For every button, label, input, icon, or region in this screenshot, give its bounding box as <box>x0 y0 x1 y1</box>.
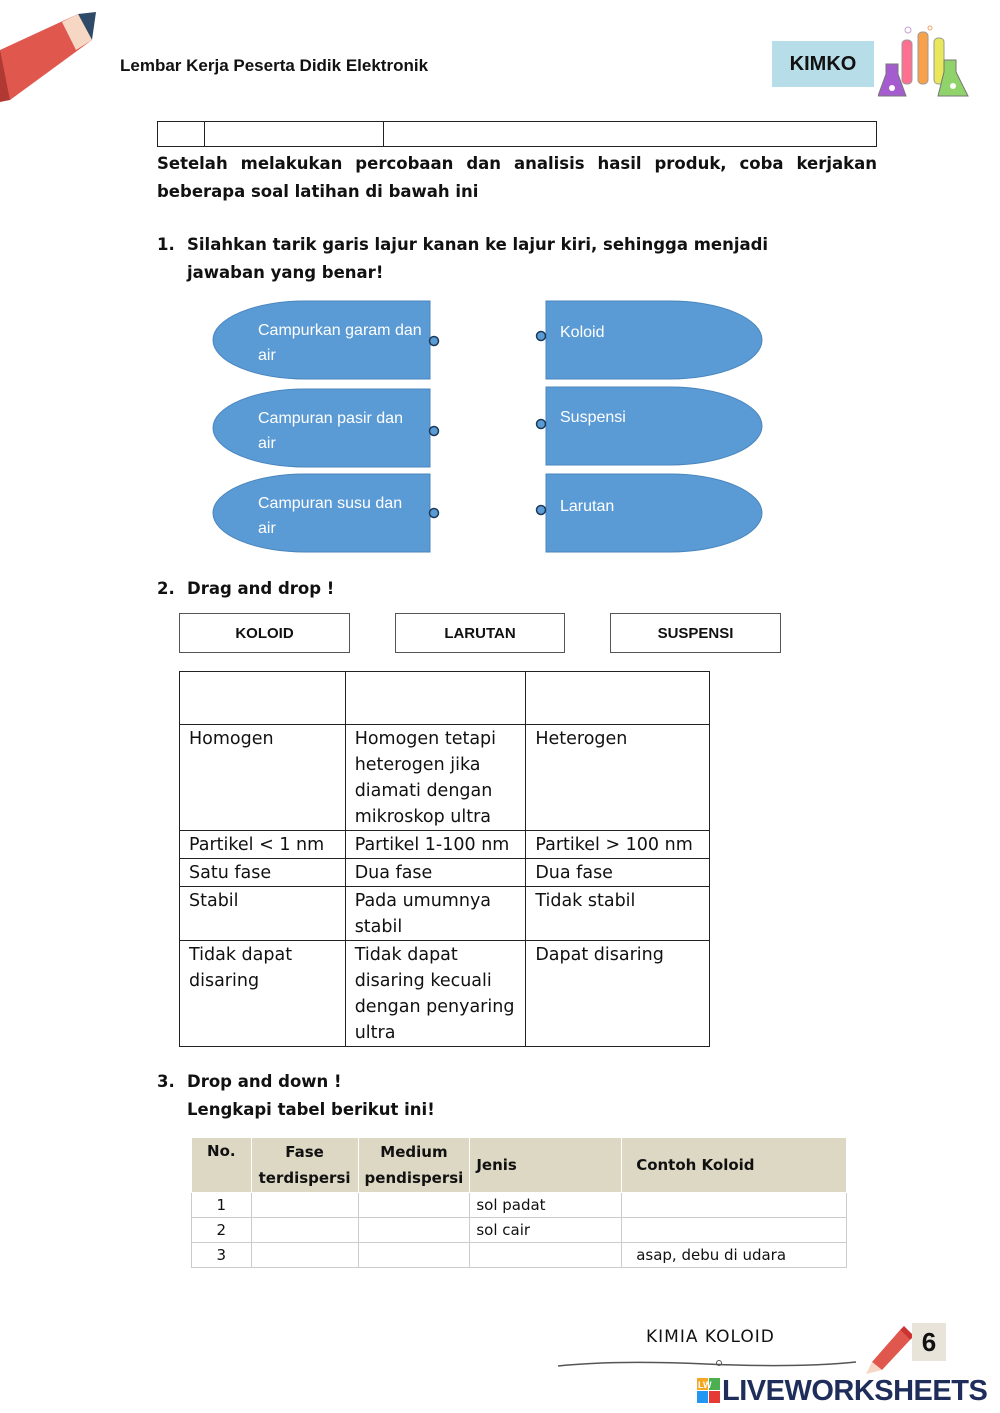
header-jenis: Jenis <box>470 1138 622 1193</box>
answer-field[interactable] <box>622 1193 847 1218</box>
intro-text: Setelah melakukan percobaan dan analisis hasil produk, coba kerjakan beberapa soal latihan di bawah ini <box>157 154 877 201</box>
q1-number: 1. <box>157 235 175 254</box>
header-medium: Medium pendispersi <box>358 1138 470 1193</box>
row-number: 1 <box>192 1193 252 1218</box>
left-connector-dot-1 <box>430 337 439 346</box>
jenis-cell: sol cair <box>470 1218 622 1243</box>
liveworksheets-logo-icon <box>697 1378 721 1404</box>
footer-pencil-icon <box>862 1322 914 1374</box>
jenis-cell: sol padat <box>470 1193 622 1218</box>
right-connector-dot-2 <box>537 420 546 429</box>
right-connector-dot-1 <box>537 332 546 341</box>
drag-option-larutan[interactable]: LARUTAN <box>395 613 565 653</box>
header-no: No. <box>192 1138 252 1193</box>
match-right-item-1[interactable]: Koloid <box>560 324 605 341</box>
table-cell: Satu fase <box>180 859 346 887</box>
table-cell: Partikel > 100 nm <box>526 831 710 859</box>
table-cell: Homogen <box>180 725 346 831</box>
table-cell: Homogen tetapi heterogen jika diamati dengan mikroskop ultra <box>345 725 526 831</box>
q2-instruction: Drag and drop ! <box>187 579 335 598</box>
answer-field[interactable] <box>622 1218 847 1243</box>
document-header-title: Lembar Kerja Peserta Didik Elektronik <box>120 56 429 75</box>
page-number: 6 <box>912 1323 946 1361</box>
pencil-icon <box>0 0 110 110</box>
flask-icon <box>878 24 970 104</box>
table-cell: Partikel < 1 nm <box>180 831 346 859</box>
answer-field[interactable] <box>358 1243 470 1268</box>
header-contoh: Contoh Koloid <box>622 1138 847 1193</box>
answer-field[interactable] <box>358 1193 470 1218</box>
q2-number: 2. <box>157 579 175 598</box>
row-number: 3 <box>192 1243 252 1268</box>
table-cell: Dua fase <box>345 859 526 887</box>
kimko-badge: KIMKO <box>772 41 874 87</box>
right-connector-dot-3 <box>537 506 546 515</box>
row-number: 2 <box>192 1218 252 1243</box>
q3-instruction: Drop and down ! <box>187 1072 342 1091</box>
table-cell: Pada umumnya stabil <box>345 887 526 941</box>
q3-number: 3. <box>157 1072 175 1091</box>
table-cell: Heterogen <box>526 725 710 831</box>
table-cell: Tidak dapat disaring kecuali dengan penyaring ultra <box>345 941 526 1047</box>
table-cell: Stabil <box>180 887 346 941</box>
logo-mark-text: LW <box>698 1380 712 1390</box>
table-cell: Dapat disaring <box>526 941 710 1047</box>
match-left-item-1[interactable]: Campurkan garam dan air <box>258 322 422 364</box>
left-connector-dot-3 <box>430 509 439 518</box>
footer-underline <box>556 1350 886 1372</box>
example-cell: asap, debu di udara <box>622 1243 847 1268</box>
match-left-item-2[interactable]: Campuran pasir dan air <box>258 410 403 452</box>
q3-subinstruction: Lengkapi tabel berikut ini! <box>187 1100 435 1119</box>
answer-field[interactable] <box>251 1218 358 1243</box>
table-cell: Tidak dapat disaring <box>180 941 346 1047</box>
answer-field[interactable] <box>358 1218 470 1243</box>
match-left-item-3[interactable]: Campuran susu dan air <box>258 495 403 537</box>
match-right-item-2[interactable]: Suspensi <box>560 409 626 426</box>
liveworksheets-brand: LIVEWORKSHEETS <box>722 1375 988 1407</box>
table-cell: Partikel 1-100 nm <box>345 831 526 859</box>
comparison-table <box>179 671 710 1047</box>
answer-field[interactable] <box>251 1243 358 1268</box>
drop-zone-3[interactable] <box>526 672 710 725</box>
drop-zone-1[interactable] <box>180 672 346 725</box>
drag-option-koloid[interactable]: KOLOID <box>179 613 350 653</box>
empty-header-row <box>157 121 877 147</box>
match-right-item-3[interactable]: Larutan <box>560 498 615 515</box>
drag-option-suspensi[interactable]: SUSPENSI <box>610 613 781 653</box>
drop-zone-2[interactable] <box>345 672 526 725</box>
q1-instruction: Silahkan tarik garis lajur kanan ke lajur kiri, sehingga menjadi jawaban yang benar! <box>187 235 769 282</box>
footer-title: KIMIA KOLOID <box>646 1327 775 1347</box>
answer-field[interactable] <box>470 1243 622 1268</box>
left-connector-dot-2 <box>430 427 439 436</box>
header-fase: Fase terdispersi <box>251 1138 358 1193</box>
table-cell: Dua fase <box>526 859 710 887</box>
table-cell: Tidak stabil <box>526 887 710 941</box>
answer-field[interactable] <box>251 1193 358 1218</box>
colloid-table <box>191 1137 847 1268</box>
